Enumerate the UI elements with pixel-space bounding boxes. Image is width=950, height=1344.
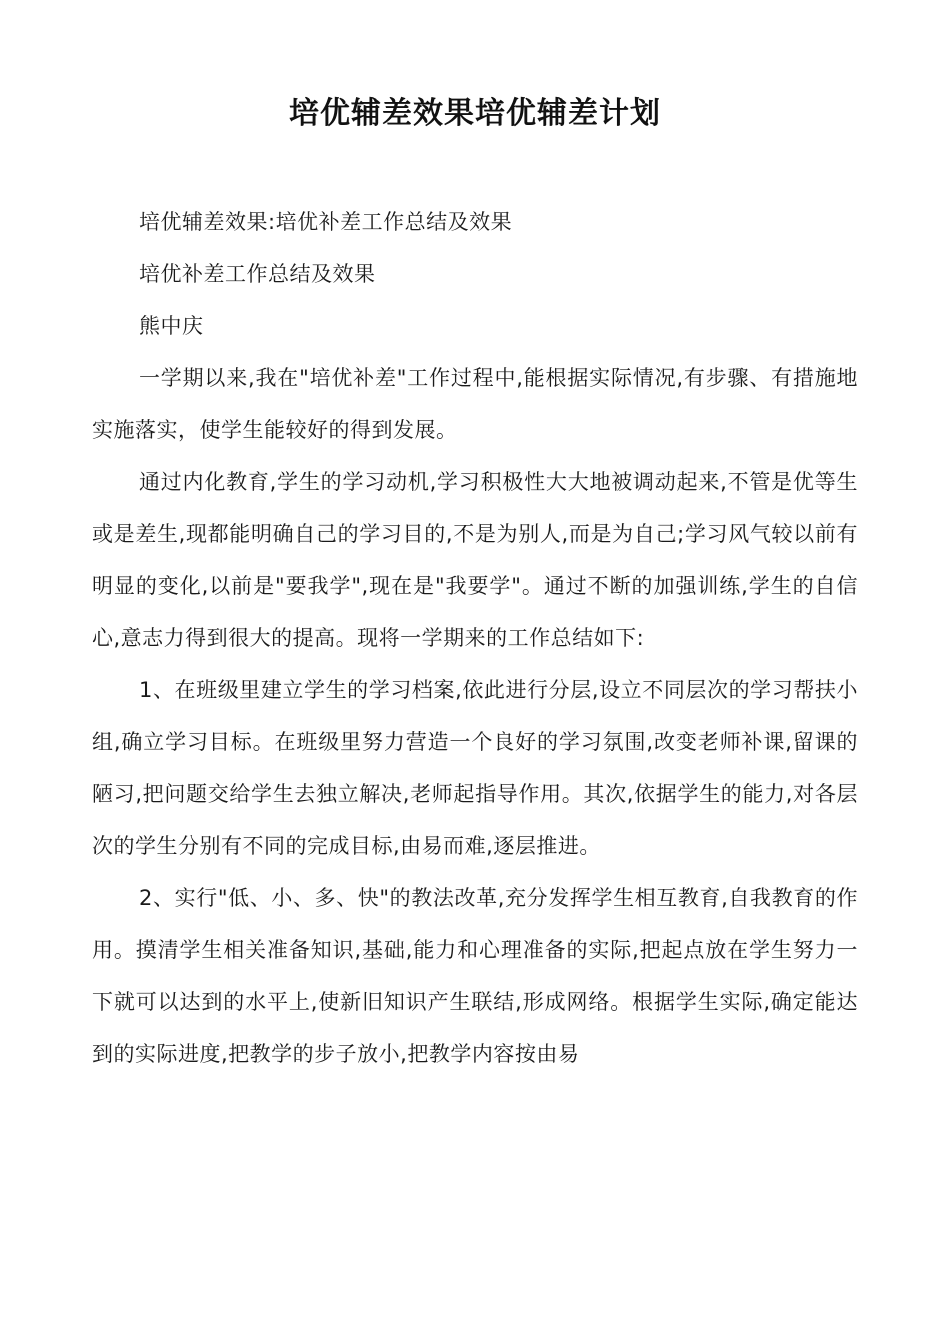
document-title: 培优辅差效果培优辅差计划 (289, 96, 661, 131)
paragraph-summary: 通过内化教育,学生的学习动机,学习积极性大大地被调动起来,不管是优等生或是差生,现都能明确自己的学习目的,不是为别人,而是为自己;学习风气较以前有明显的变化,以前是"要我学",现在是"我要学"。通过不断的加强训练,学生的自信心,意志力得到很大的提高。现将一学期来的工作总结如下: (92, 470, 858, 650)
document-body (92, 196, 858, 1080)
paragraph-point-2: 2、实行"低、小、多、快"的教法改革,充分发挥学生相互教育,自我教育的作用。摸清学生相关准备知识,基础,能力和心理准备的实际,把起点放在学生努力一下就可以达到的水平上,使新旧知识产生联结,形成网络。根据学生实际,确定能达到的实际进度,把教学的步子放小,把教学内容按由易 (92, 886, 858, 1066)
paragraph-point-1: 1、在班级里建立学生的学习档案,依此进行分层,设立不同层次的学习帮扶小组,确立学习目标。在班级里努力营造一个良好的学习氛围,改变老师补课,留课的陋习,把问题交给学生去独立解决,老师起指导作用。其次,依据学生的能力,对各层次的学生分别有不同的完成目标,由易而难,逐层推进。 (92, 678, 858, 858)
paragraph-heading: 培优补差工作总结及效果 (139, 262, 376, 286)
paragraph-author: 熊中庆 (139, 314, 204, 338)
paragraph-subtitle: 培优辅差效果:培优补差工作总结及效果 (139, 210, 513, 234)
paragraph-intro: 一学期以来,我在"培优补差"工作过程中,能根据实际情况,有步骤、有措施地实施落实，使学生能较好的得到发展。 (92, 366, 858, 442)
